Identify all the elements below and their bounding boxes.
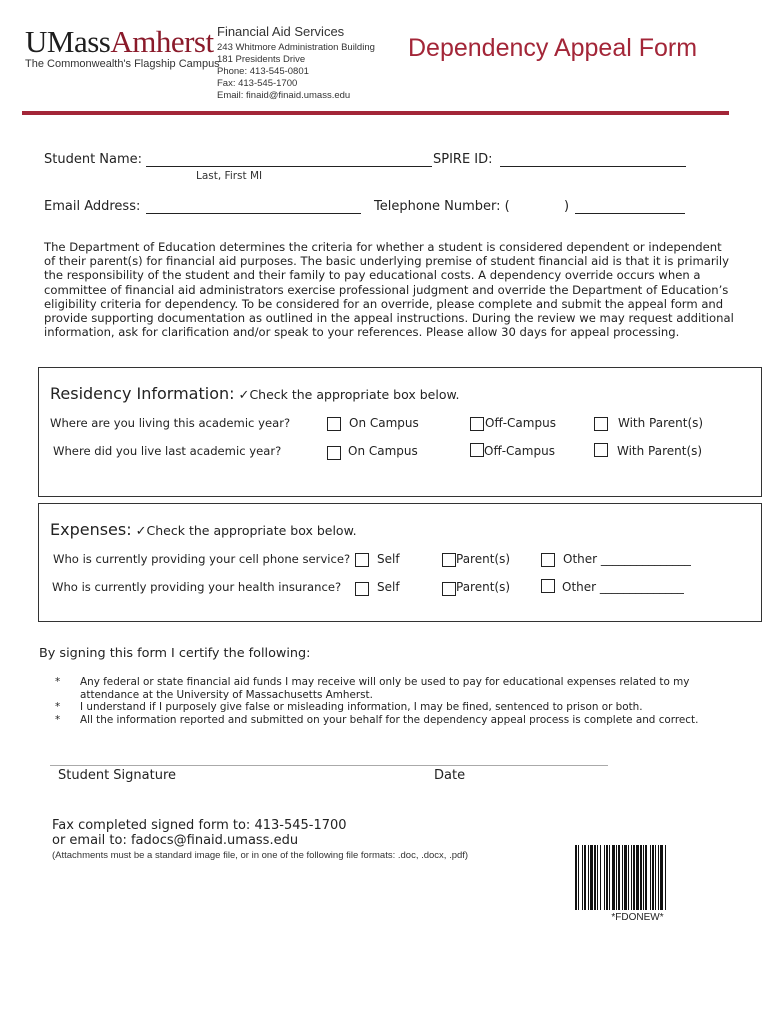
residency-instruction: Check the appropriate box below. bbox=[249, 387, 460, 402]
email-address-label: Email Address: bbox=[44, 199, 141, 214]
barcode-bar bbox=[665, 845, 666, 910]
list-item bbox=[50, 701, 750, 714]
expenses-title: Expenses: bbox=[50, 520, 132, 539]
residency-title: Residency Information: bbox=[50, 384, 235, 403]
bullet-star: * bbox=[55, 676, 61, 688]
certification-bullet-1: Any federal or state financial aid funds I may receive will only be used to pay for educational expenses related to my attendance at the University of Massachusetts Amherst. bbox=[80, 676, 690, 701]
current-with-parents-checkbox[interactable] bbox=[594, 417, 608, 431]
barcode-text: *FDONEW* bbox=[611, 912, 664, 923]
list-item bbox=[50, 676, 750, 701]
barcode-bar bbox=[606, 845, 608, 910]
office-fax: Fax: 413-545-1700 bbox=[217, 78, 298, 89]
cell-other-checkbox[interactable] bbox=[541, 553, 555, 567]
expenses-heading bbox=[50, 520, 357, 539]
telephone-close-paren: ) bbox=[564, 199, 570, 214]
header-divider bbox=[22, 111, 729, 115]
last-off-campus-checkbox[interactable] bbox=[470, 443, 484, 457]
barcode-bar bbox=[640, 845, 642, 910]
barcode-bar bbox=[616, 845, 617, 910]
current-off-campus-checkbox[interactable] bbox=[470, 417, 484, 431]
office-contact-block bbox=[217, 24, 375, 102]
email-address-field[interactable] bbox=[146, 213, 361, 214]
barcode-bar bbox=[655, 845, 656, 910]
last-with-parents-checkbox[interactable] bbox=[594, 443, 608, 457]
residency-question-last: Where did you live last academic year? bbox=[53, 444, 282, 458]
last-off-campus-label: Off-Campus bbox=[484, 444, 555, 458]
expenses-question-cell-phone: Who is currently providing your cell phone service? bbox=[53, 552, 351, 566]
barcode-bar bbox=[594, 845, 596, 910]
cell-self-label: Self bbox=[377, 552, 400, 566]
barcode-bar bbox=[575, 845, 577, 910]
barcode-bar bbox=[631, 845, 632, 910]
barcode-bar bbox=[628, 845, 629, 910]
umass-logo bbox=[25, 26, 214, 57]
logo-amherst-text: Amherst bbox=[110, 24, 214, 59]
barcode-bar bbox=[658, 845, 659, 910]
last-on-campus-label: On Campus bbox=[348, 444, 418, 458]
cell-other-label[interactable]: Other _______________ bbox=[563, 552, 691, 566]
cell-self-checkbox[interactable] bbox=[355, 553, 369, 567]
barcode-bar bbox=[588, 845, 589, 910]
student-name-field[interactable] bbox=[146, 166, 432, 167]
certification-bullet-3: All the information reported and submitted on your behalf for the dependency appeal process is complete and correct. bbox=[80, 713, 699, 726]
spire-id-label: SPIRE ID: bbox=[433, 152, 493, 167]
barcode-bar bbox=[660, 845, 663, 910]
last-on-campus-checkbox[interactable] bbox=[327, 446, 341, 460]
barcode-bar bbox=[582, 845, 583, 910]
fax-instruction: Fax completed signed form to: 413-545-1700 bbox=[52, 818, 347, 833]
checkmark-icon: ✓ bbox=[135, 524, 147, 539]
barcode-bar bbox=[643, 845, 644, 910]
health-parents-checkbox[interactable] bbox=[442, 582, 456, 596]
form-title: Dependency Appeal Form bbox=[408, 34, 698, 62]
office-name: Financial Aid Services bbox=[217, 24, 345, 39]
date-label: Date bbox=[434, 768, 466, 783]
barcode-bar bbox=[597, 845, 598, 910]
address-line-1: 243 Whitmore Administration Building bbox=[217, 42, 375, 53]
certification-list bbox=[50, 676, 750, 726]
logo-umass-text: UMass bbox=[25, 24, 111, 59]
barcode-bar bbox=[590, 845, 593, 910]
barcode-bar bbox=[618, 845, 620, 910]
certification-bullet-2: I understand if I purposely give false or misleading information, I may be fined, sentenced to prison or both. bbox=[80, 701, 643, 713]
barcode-image bbox=[575, 845, 700, 910]
barcode-bar bbox=[584, 845, 586, 910]
barcode-bar bbox=[650, 845, 651, 910]
certification-heading: By signing this form I certify the following: bbox=[39, 646, 311, 661]
residency-heading bbox=[50, 384, 460, 403]
telephone-label: Telephone Number: ( bbox=[374, 199, 510, 214]
student-signature-label: Student Signature bbox=[58, 768, 177, 783]
logo-tagline: The Commonwealth's Flagship Campus bbox=[25, 58, 220, 70]
expenses-instruction: Check the appropriate box below. bbox=[146, 523, 357, 538]
health-self-label: Self bbox=[377, 580, 400, 594]
barcode-bar bbox=[578, 845, 579, 910]
current-on-campus-checkbox[interactable] bbox=[327, 417, 341, 431]
barcode-bar bbox=[609, 845, 610, 910]
cell-parents-label: Parent(s) bbox=[456, 552, 511, 566]
barcode-bar bbox=[604, 845, 605, 910]
current-with-parents-label: With Parent(s) bbox=[618, 416, 704, 430]
office-email: Email: finaid@finaid.umass.edu bbox=[217, 90, 351, 101]
current-on-campus-label: On Campus bbox=[349, 416, 419, 430]
name-format-hint: Last, First MI bbox=[196, 170, 263, 182]
health-other-checkbox[interactable] bbox=[541, 579, 555, 593]
health-parents-label: Parent(s) bbox=[456, 580, 511, 594]
spire-id-field[interactable] bbox=[500, 166, 686, 167]
student-name-label: Student Name: bbox=[44, 152, 143, 167]
bullet-star: * bbox=[55, 713, 61, 726]
signature-line[interactable] bbox=[50, 765, 608, 766]
barcode-bar bbox=[633, 845, 635, 910]
office-phone: Phone: 413-545-0801 bbox=[217, 66, 309, 77]
telephone-number-field[interactable] bbox=[575, 213, 685, 214]
barcode-bar bbox=[612, 845, 615, 910]
bullet-star: * bbox=[55, 701, 61, 713]
submission-instructions bbox=[52, 818, 347, 848]
residency-question-current: Where are you living this academic year? bbox=[50, 416, 291, 430]
health-other-label[interactable]: Other ______________ bbox=[562, 580, 684, 594]
barcode-bar bbox=[645, 845, 647, 910]
barcode-bar bbox=[622, 845, 623, 910]
checkmark-icon: ✓ bbox=[238, 388, 250, 403]
barcode-bar bbox=[636, 845, 639, 910]
list-item bbox=[50, 714, 750, 727]
attachment-format-note: (Attachments must be a standard image file, or in one of the following file formats: .doc, .docx, .pdf) bbox=[52, 850, 469, 861]
barcode-bar bbox=[652, 845, 654, 910]
intro-paragraph: The Department of Education determines the criteria for whether a student is considered dependent or independent of their parent(s) for financial aid purposes. The basic underlying premise of student financial aid is that it is primarily the responsibility of the student and their family to pay educational costs. A dependency override occurs when a committee of financial aid administrators exercise professional judgment and override the Department of Education’s eligibility criteria for dependency. To be considered for an override, please complete and submit the appeal form and provide supporting documentation as outlined in the appeal instructions. During the review we may request additional information, ask for clarification and/or speak to your references. Please allow 30 days for appeal processing. bbox=[44, 240, 734, 340]
barcode-bar bbox=[600, 845, 601, 910]
health-self-checkbox[interactable] bbox=[355, 582, 369, 596]
cell-parents-checkbox[interactable] bbox=[442, 553, 456, 567]
expenses-question-health-insurance: Who is currently providing your health insurance? bbox=[52, 580, 342, 594]
current-off-campus-label: Off-Campus bbox=[485, 416, 556, 430]
barcode-bar bbox=[624, 845, 627, 910]
email-instruction: or email to: fadocs@finaid.umass.edu bbox=[52, 833, 299, 848]
address-line-2: 181 Presidents Drive bbox=[217, 54, 306, 65]
last-with-parents-label: With Parent(s) bbox=[617, 444, 703, 458]
